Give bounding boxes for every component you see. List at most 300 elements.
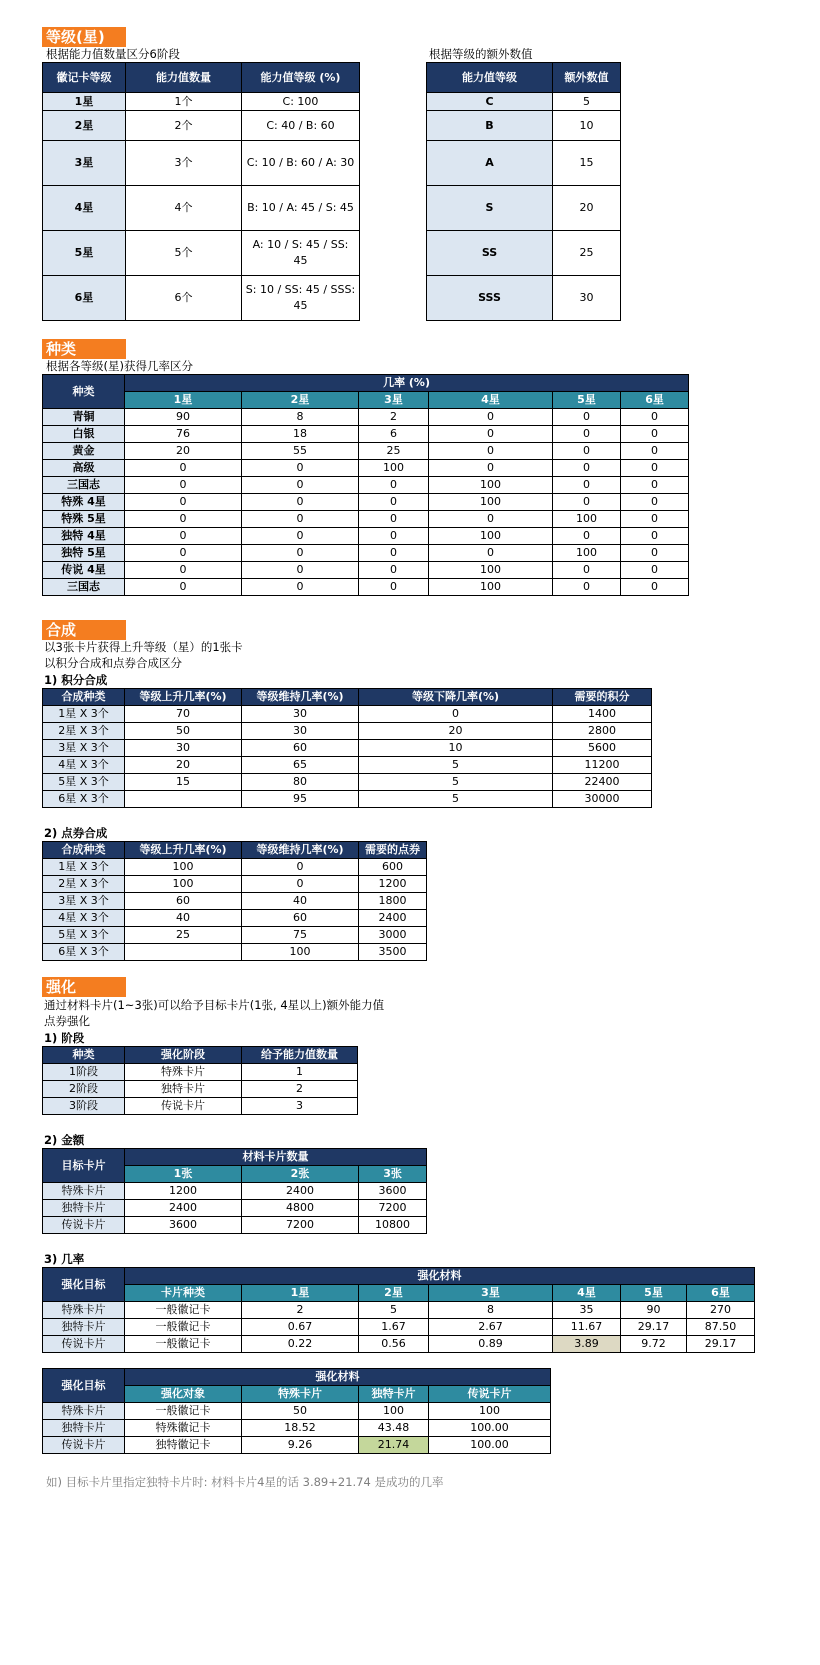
coupon-header-cell: 等级上升几率(%)	[125, 842, 242, 859]
stage-row	[43, 1081, 358, 1098]
rate2-value-cell: 21.74	[359, 1437, 429, 1454]
grade-header-cell: 徽记卡等级	[43, 63, 126, 93]
kind-rate-cell: 0	[242, 528, 359, 545]
kind-rate-cell: 0	[242, 545, 359, 562]
rate-row	[43, 1336, 755, 1353]
coupon-value-cell: 0	[242, 859, 359, 876]
synth-points-table	[42, 688, 652, 808]
kind-rate-cell: 0	[621, 477, 689, 494]
kind-rate-cell: 0	[359, 511, 429, 528]
rate-target-cell: 传说卡片	[43, 1336, 125, 1353]
kind-star-header: 1星	[125, 392, 242, 409]
kind-star-header: 2星	[242, 392, 359, 409]
coupon-row	[43, 910, 427, 927]
kind-rate-cell: 100	[359, 460, 429, 477]
points-type-cell: 3星 X 3个	[43, 740, 125, 757]
coupon-value-cell: 2400	[359, 910, 427, 927]
coupon-value-cell: 60	[242, 910, 359, 927]
kind-section-title: 种类	[42, 339, 126, 359]
kind-rate-cell: 0	[125, 511, 242, 528]
points-value-cell: 65	[242, 757, 359, 774]
stage-value-cell: 独特卡片	[125, 1081, 242, 1098]
rate-value-cell: 35	[553, 1302, 621, 1319]
kind-rate-cell: 0	[621, 528, 689, 545]
points-value-cell: 30	[242, 706, 359, 723]
rate2-value-cell: 43.48	[359, 1420, 429, 1437]
stage-row	[43, 1064, 358, 1081]
points-type-cell: 1星 X 3个	[43, 706, 125, 723]
bonus-level-cell: C	[427, 93, 553, 111]
amount-value-cell: 3600	[125, 1217, 242, 1234]
kind-rate-cell: 0	[553, 426, 621, 443]
kind-rate-cell: 0	[553, 460, 621, 477]
kind-rate-cell: 0	[359, 494, 429, 511]
kind-rate-cell: 100	[553, 545, 621, 562]
kind-rate-cell: 100	[553, 511, 621, 528]
kind-star-header: 3星	[359, 392, 429, 409]
points-value-cell: 70	[125, 706, 242, 723]
grade-count-cell: 2个	[126, 111, 242, 141]
stage-value-cell: 传说卡片	[125, 1098, 242, 1115]
coupon-header-cell: 等级维持几率(%)	[242, 842, 359, 859]
kind-rate-cell: 55	[242, 443, 359, 460]
kind-name-cell: 黄金	[43, 443, 125, 460]
rate-value-cell: 0.67	[242, 1319, 359, 1336]
rate2-value-cell: 100.00	[429, 1420, 551, 1437]
grade-count-cell: 3个	[126, 141, 242, 186]
rate-col-header: 6星	[687, 1285, 755, 1302]
points-value-cell: 30	[125, 740, 242, 757]
points-header-cell: 等级维持几率(%)	[242, 689, 359, 706]
enhance-note-2: 点券强化	[44, 1014, 90, 1028]
stage-header-cell: 给予能力值数量	[242, 1047, 358, 1064]
points-value-cell: 5	[359, 757, 553, 774]
rate2-target-cell: 独特卡片	[43, 1420, 125, 1437]
grade-bonus-table	[426, 62, 621, 321]
kind-header-rate: 几率 (%)	[125, 375, 689, 392]
amount-value-cell: 10800	[359, 1217, 427, 1234]
bonus-level-cell: SS	[427, 231, 553, 276]
amount-target-cell: 独特卡片	[43, 1200, 125, 1217]
rate2-value-cell: 9.26	[242, 1437, 359, 1454]
kind-rate-table	[42, 374, 689, 596]
kind-rate-cell: 0	[621, 545, 689, 562]
kind-row	[43, 460, 689, 477]
points-type-cell: 4星 X 3个	[43, 757, 125, 774]
rate2-header-group: 强化材料	[125, 1369, 551, 1386]
points-row	[43, 706, 652, 723]
grade-ability-table	[42, 62, 360, 321]
enhance-stage-table	[42, 1046, 358, 1115]
stage-kind-cell: 2阶段	[43, 1081, 125, 1098]
points-row	[43, 740, 652, 757]
bonus-header-cell: 能力值等级	[427, 63, 553, 93]
rate-value-cell: 5	[359, 1302, 429, 1319]
example-note: 如) 目标卡片里指定独特卡片时: 材料卡片4星的话 3.89+21.74 是成功的几率	[46, 1475, 444, 1489]
coupon-value-cell	[125, 944, 242, 961]
kind-name-cell: 独特 5星	[43, 545, 125, 562]
rate2-value-cell: 18.52	[242, 1420, 359, 1437]
bonus-value-cell: 30	[553, 276, 621, 321]
points-type-cell: 2星 X 3个	[43, 723, 125, 740]
kind-rate-cell: 0	[429, 409, 553, 426]
rate2-col-header: 独特卡片	[359, 1386, 429, 1403]
points-value-cell: 15	[125, 774, 242, 791]
rate-col-header: 2星	[359, 1285, 429, 1302]
points-value-cell: 1400	[553, 706, 652, 723]
kind-star-header: 5星	[553, 392, 621, 409]
rate-value-cell: 0.22	[242, 1336, 359, 1353]
bonus-value-cell: 5	[553, 93, 621, 111]
rate-value-cell: 87.50	[687, 1319, 755, 1336]
coupon-value-cell: 3000	[359, 927, 427, 944]
coupon-row	[43, 944, 427, 961]
grade-star-cell: 4星	[43, 186, 126, 231]
kind-rate-cell: 0	[242, 511, 359, 528]
rate2-row	[43, 1420, 551, 1437]
synth-note-1: 以3张卡片获得上升等级（星）的1张卡	[44, 640, 243, 654]
kind-row	[43, 579, 689, 596]
coupon-value-cell: 100	[125, 859, 242, 876]
points-value-cell: 5	[359, 791, 553, 808]
kind-rate-cell: 0	[125, 494, 242, 511]
stage-value-cell: 3	[242, 1098, 358, 1115]
rate2-value-cell: 100.00	[429, 1437, 551, 1454]
amount-value-cell: 7200	[242, 1217, 359, 1234]
amount-row	[43, 1217, 427, 1234]
grade-level-cell: A: 10 / S: 45 / SS: 45	[242, 231, 360, 276]
kind-row	[43, 443, 689, 460]
grade-level-cell: B: 10 / A: 45 / S: 45	[242, 186, 360, 231]
points-value-cell: 20	[125, 757, 242, 774]
bonus-value-cell: 20	[553, 186, 621, 231]
points-row	[43, 757, 652, 774]
rate-value-cell: 0.56	[359, 1336, 429, 1353]
amount-target-cell: 传说卡片	[43, 1217, 125, 1234]
kind-name-cell: 特殊 4星	[43, 494, 125, 511]
bonus-level-cell: SSS	[427, 276, 553, 321]
coupon-header-cell: 合成种类	[43, 842, 125, 859]
coupon-type-cell: 2星 X 3个	[43, 876, 125, 893]
points-value-cell: 22400	[553, 774, 652, 791]
amount-value-cell: 2400	[242, 1183, 359, 1200]
enhance-rate2-table	[42, 1368, 551, 1454]
coupon-value-cell: 3500	[359, 944, 427, 961]
coupon-row	[43, 876, 427, 893]
bonus-value-cell: 25	[553, 231, 621, 276]
coupon-value-cell: 40	[125, 910, 242, 927]
synth-points-subtitle: 1) 积分合成	[44, 673, 108, 687]
amount-row	[43, 1183, 427, 1200]
kind-rate-cell: 100	[429, 562, 553, 579]
amount-value-cell: 2400	[125, 1200, 242, 1217]
kind-rate-cell: 0	[125, 460, 242, 477]
rate2-value-cell: 一般徽记卡	[125, 1403, 242, 1420]
kind-rate-cell: 8	[242, 409, 359, 426]
kind-rate-cell: 0	[621, 460, 689, 477]
coupon-value-cell: 100	[125, 876, 242, 893]
kind-rate-cell: 0	[621, 579, 689, 596]
grade-level-cell: S: 10 / SS: 45 / SSS: 45	[242, 276, 360, 321]
amount-target-cell: 特殊卡片	[43, 1183, 125, 1200]
rate-header-group: 强化材料	[125, 1268, 755, 1285]
stage-header-cell: 种类	[43, 1047, 125, 1064]
kind-rate-cell: 0	[242, 579, 359, 596]
points-value-cell: 30000	[553, 791, 652, 808]
points-value-cell: 30	[242, 723, 359, 740]
coupon-type-cell: 3星 X 3个	[43, 893, 125, 910]
kind-rate-cell: 6	[359, 426, 429, 443]
kind-row	[43, 477, 689, 494]
kind-row	[43, 562, 689, 579]
kind-rate-cell: 0	[553, 528, 621, 545]
kind-name-cell: 传说 4星	[43, 562, 125, 579]
kind-header-kind: 种类	[43, 375, 125, 409]
points-value-cell	[125, 791, 242, 808]
rate-value-cell: 29.17	[621, 1319, 687, 1336]
grade-star-cell: 5星	[43, 231, 126, 276]
kind-rate-cell: 0	[125, 545, 242, 562]
points-header-cell: 需要的积分	[553, 689, 652, 706]
amount-value-cell: 4800	[242, 1200, 359, 1217]
kind-rate-cell: 0	[553, 409, 621, 426]
kind-rate-cell: 0	[359, 579, 429, 596]
points-value-cell: 20	[359, 723, 553, 740]
kind-name-cell: 白银	[43, 426, 125, 443]
rate-value-cell: 29.17	[687, 1336, 755, 1353]
kind-name-cell: 特殊 5星	[43, 511, 125, 528]
kind-rate-cell: 18	[242, 426, 359, 443]
rate-row	[43, 1319, 755, 1336]
points-type-cell: 5星 X 3个	[43, 774, 125, 791]
grade-note-right: 根据等级的额外数值	[429, 47, 533, 61]
coupon-row	[43, 927, 427, 944]
grade-star-cell: 2星	[43, 111, 126, 141]
grade-count-cell: 5个	[126, 231, 242, 276]
kind-rate-cell: 0	[242, 460, 359, 477]
enhance-amount-subtitle: 2) 金额	[44, 1133, 85, 1147]
grade-level-cell: C: 100	[242, 93, 360, 111]
bonus-level-cell: S	[427, 186, 553, 231]
points-row	[43, 791, 652, 808]
grade-level-cell: C: 40 / B: 60	[242, 111, 360, 141]
coupon-header-cell: 需要的点券	[359, 842, 427, 859]
stage-kind-cell: 1阶段	[43, 1064, 125, 1081]
rate-value-cell: 11.67	[553, 1319, 621, 1336]
kind-rate-cell: 0	[242, 494, 359, 511]
rate2-col-header: 传说卡片	[429, 1386, 551, 1403]
rate-value-cell: 一般徽记卡	[125, 1319, 242, 1336]
synth-section-title: 合成	[42, 620, 126, 640]
coupon-value-cell: 0	[242, 876, 359, 893]
rate2-row	[43, 1403, 551, 1420]
kind-rate-cell: 0	[242, 562, 359, 579]
rate-value-cell: 270	[687, 1302, 755, 1319]
bonus-level-cell: A	[427, 141, 553, 186]
grade-note-left: 根据能力值数量区分6阶段	[46, 47, 180, 61]
points-header-cell: 等级下降几率(%)	[359, 689, 553, 706]
kind-rate-cell: 2	[359, 409, 429, 426]
grade-star-cell: 1星	[43, 93, 126, 111]
coupon-row	[43, 859, 427, 876]
kind-rate-cell: 0	[621, 409, 689, 426]
kind-rate-cell: 0	[553, 477, 621, 494]
enhance-stage-subtitle: 1) 阶段	[44, 1031, 85, 1045]
points-value-cell: 60	[242, 740, 359, 757]
points-value-cell: 11200	[553, 757, 652, 774]
kind-rate-cell: 100	[429, 494, 553, 511]
coupon-value-cell: 1200	[359, 876, 427, 893]
kind-name-cell: 独特 4星	[43, 528, 125, 545]
points-row	[43, 774, 652, 791]
enhance-rate-table	[42, 1267, 755, 1353]
kind-rate-cell: 0	[125, 528, 242, 545]
rate-row	[43, 1302, 755, 1319]
rate-value-cell: 1.67	[359, 1319, 429, 1336]
synth-note-2: 以积分合成和点券合成区分	[44, 656, 182, 670]
coupon-type-cell: 6星 X 3个	[43, 944, 125, 961]
bonus-header-cell: 额外数值	[553, 63, 621, 93]
rate-value-cell: 2	[242, 1302, 359, 1319]
coupon-type-cell: 4星 X 3个	[43, 910, 125, 927]
rate-value-cell: 一般徽记卡	[125, 1302, 242, 1319]
kind-rate-cell: 100	[429, 579, 553, 596]
rate-value-cell: 90	[621, 1302, 687, 1319]
points-value-cell: 10	[359, 740, 553, 757]
kind-rate-cell: 100	[429, 528, 553, 545]
enhance-amount-table	[42, 1148, 427, 1234]
rate-value-cell: 0.89	[429, 1336, 553, 1353]
enhance-rate-subtitle: 3) 几率	[44, 1252, 85, 1266]
points-header-cell: 合成种类	[43, 689, 125, 706]
kind-star-header: 4星	[429, 392, 553, 409]
coupon-row	[43, 893, 427, 910]
points-row	[43, 723, 652, 740]
kind-rate-cell: 76	[125, 426, 242, 443]
kind-rate-cell: 25	[359, 443, 429, 460]
kind-note: 根据各等级(星)获得几率区分	[46, 359, 193, 373]
bonus-value-cell: 15	[553, 141, 621, 186]
kind-name-cell: 三国志	[43, 579, 125, 596]
rate2-target-cell: 传说卡片	[43, 1437, 125, 1454]
kind-rate-cell: 0	[125, 477, 242, 494]
rate-col-header: 卡片种类	[125, 1285, 242, 1302]
kind-rate-cell: 0	[621, 426, 689, 443]
amount-col-header: 3张	[359, 1166, 427, 1183]
coupon-value-cell: 75	[242, 927, 359, 944]
enhance-note-1: 通过材料卡片(1~3张)可以给予目标卡片(1张, 4星以上)额外能力值	[44, 998, 385, 1012]
points-value-cell: 80	[242, 774, 359, 791]
points-value-cell: 2800	[553, 723, 652, 740]
kind-row	[43, 494, 689, 511]
coupon-type-cell: 5星 X 3个	[43, 927, 125, 944]
rate2-value-cell: 独特徽记卡	[125, 1437, 242, 1454]
kind-row	[43, 528, 689, 545]
synth-coupon-subtitle: 2) 点券合成	[44, 826, 108, 840]
stage-value-cell: 特殊卡片	[125, 1064, 242, 1081]
amount-value-cell: 1200	[125, 1183, 242, 1200]
kind-name-cell: 青铜	[43, 409, 125, 426]
kind-star-header: 6星	[621, 392, 689, 409]
synth-coupon-table	[42, 841, 427, 961]
kind-name-cell: 高级	[43, 460, 125, 477]
kind-rate-cell: 0	[125, 579, 242, 596]
grade-star-cell: 6星	[43, 276, 126, 321]
kind-rate-cell: 0	[429, 511, 553, 528]
points-value-cell: 5600	[553, 740, 652, 757]
kind-rate-cell: 0	[359, 528, 429, 545]
rate-target-cell: 特殊卡片	[43, 1302, 125, 1319]
amount-header-group: 材料卡片数量	[125, 1149, 427, 1166]
grade-star-cell: 3星	[43, 141, 126, 186]
coupon-value-cell: 600	[359, 859, 427, 876]
stage-row	[43, 1098, 358, 1115]
coupon-value-cell: 60	[125, 893, 242, 910]
stage-value-cell: 2	[242, 1081, 358, 1098]
grade-count-cell: 4个	[126, 186, 242, 231]
rate2-row	[43, 1437, 551, 1454]
coupon-value-cell: 100	[242, 944, 359, 961]
kind-rate-cell: 0	[429, 426, 553, 443]
rate-value-cell: 2.67	[429, 1319, 553, 1336]
stage-value-cell: 1	[242, 1064, 358, 1081]
rate2-col-header: 强化对象	[125, 1386, 242, 1403]
kind-rate-cell: 0	[621, 494, 689, 511]
rate2-value-cell: 特殊徽记卡	[125, 1420, 242, 1437]
rate-header-target: 强化目标	[43, 1268, 125, 1302]
stage-header-cell: 强化阶段	[125, 1047, 242, 1064]
kind-rate-cell: 0	[621, 511, 689, 528]
kind-rate-cell: 0	[553, 494, 621, 511]
kind-rate-cell: 0	[429, 443, 553, 460]
amount-value-cell: 7200	[359, 1200, 427, 1217]
coupon-value-cell: 25	[125, 927, 242, 944]
rate-value-cell: 3.89	[553, 1336, 621, 1353]
points-type-cell: 6星 X 3个	[43, 791, 125, 808]
kind-name-cell: 三国志	[43, 477, 125, 494]
points-value-cell: 95	[242, 791, 359, 808]
amount-row	[43, 1200, 427, 1217]
bonus-level-cell: B	[427, 111, 553, 141]
rate-target-cell: 独特卡片	[43, 1319, 125, 1336]
stage-kind-cell: 3阶段	[43, 1098, 125, 1115]
kind-rate-cell: 90	[125, 409, 242, 426]
kind-rate-cell: 0	[621, 562, 689, 579]
kind-rate-cell: 0	[359, 477, 429, 494]
kind-rate-cell: 0	[429, 545, 553, 562]
points-header-cell: 等级上升几率(%)	[125, 689, 242, 706]
kind-rate-cell: 0	[359, 545, 429, 562]
rate-col-header: 3星	[429, 1285, 553, 1302]
kind-rate-cell: 0	[359, 562, 429, 579]
coupon-value-cell: 1800	[359, 893, 427, 910]
kind-rate-cell: 0	[242, 477, 359, 494]
kind-rate-cell: 0	[553, 443, 621, 460]
amount-header-target: 目标卡片	[43, 1149, 125, 1183]
rate2-col-header: 特殊卡片	[242, 1386, 359, 1403]
enhance-section-title: 强化	[42, 977, 126, 997]
kind-row	[43, 409, 689, 426]
grade-count-cell: 1个	[126, 93, 242, 111]
grade-header-cell: 能力值等级 (%)	[242, 63, 360, 93]
grade-section-title: 等级(星)	[42, 27, 126, 47]
kind-rate-cell: 100	[429, 477, 553, 494]
rate-value-cell: 8	[429, 1302, 553, 1319]
rate2-header-target: 强化目标	[43, 1369, 125, 1403]
rate-value-cell: 9.72	[621, 1336, 687, 1353]
rate2-target-cell: 特殊卡片	[43, 1403, 125, 1420]
grade-header-cell: 能力值数量	[126, 63, 242, 93]
